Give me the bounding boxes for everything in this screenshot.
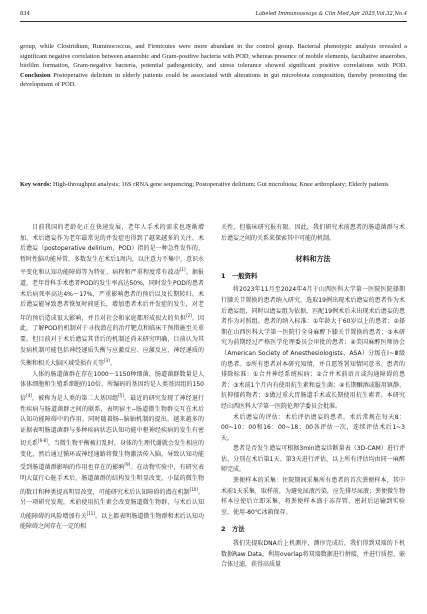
- abstract-text-2: Postoperative delirium in elderly patients could be associated with alterations in gut microbiota composition, thereby promoting the development of POD.: [20, 71, 407, 89]
- paragraph-methods-4: 粪便样本的采集：住院期间采集所有患者的首次粪便样本，其中术前1天采集，取样前，为避免尿液污染，应先排尽尿液；粪便微生物样本应使后立即采集，将粪便样本盛于冻存管，密封后运输到实验室，使用-80℃冰箱保存。: [221, 477, 405, 516]
- paragraph-intro-end: 关性，但临床研究报有限。因此，我们研究术前患者的肠道菌群与术后谵妄之间的关系来探索其中可能的机制。: [221, 224, 405, 242]
- citation: [6-8]: [38, 438, 48, 444]
- paragraph-methods-5: 我们先提取DNA后上机测序，测序完成后，我们得到双端的下机数据Raw Data，利用overlap将双端数据进行拼接，并进行质控、嵌合体过滤，获得高质量: [221, 540, 405, 569]
- citation: [2]: [186, 312, 192, 318]
- keywords-text: High-throughput analysis; 16S rRNA gene sequencing; Postoperative delirium; Gut microbiota; Knee arthroplasty; Elderly patients: [51, 181, 389, 188]
- conclusion-label: Conclusion: [20, 71, 51, 79]
- section-title: 材料和方法: [295, 255, 331, 264]
- abstract-continuation: [20, 42, 407, 90]
- paragraph-methods-3: 患者是否发生谵妄可根据3min谵妄诊断量表（3D-CAM）进行评估，分别在术后第1天、第3天进行评估，以上所有评估均由同一麻醉师完成。: [221, 445, 405, 474]
- citation: [5]: [118, 392, 124, 398]
- citation: [1]: [179, 267, 186, 273]
- citation: [4]: [26, 392, 32, 398]
- page-header: [20, 10, 407, 22]
- paragraph-intro-2: 人体的肠道菌群在存在1000～1150种细菌，肠道菌群数量是人体体细胞和生殖系细胞的10倍，所编码的基因约是人类基因组的150倍[4]，被称为是人类的第二大基因组[5]。最近的研究发现了神经退行性疾病与肠道菌群之间的联系，表明宿主--肠道微生物群交互在术后认知功能障碍中的作用。同时随着肠--脑轴机制的提出，越来越多的证据表明肠道菌群与多种疾病状态认知功能中枢神经疾病的发生有密切关系[6-8]。当微生物平衡被打乱时，身体的生理代谢就会发生相应的变化，然后通过循环或神经通路将微生物激活传入脑，导致认知功能受到肠道菌群影响的作用也存在的影响[9]。在动物实验中，有研究表明大鼠行心脏手术后，肠道菌群的结构发生明显改变，小鼠的微生物的数目和种类提高明显改变，可能研究术后认知障碍的潜在机制[10]。另一项研究发现，术前使用抗生素会改变肠道微生物群，与术后认知功能障碍的风险增加有关[11]。以上都表明肠道微生物群和术后认知功能障碍之间存在一定的相: [20, 370, 204, 531]
- keywords: [20, 180, 407, 190]
- page-number: 834: [20, 11, 30, 17]
- citation: [9]: [124, 462, 131, 468]
- subsection-general: 1 一般资料: [221, 271, 258, 280]
- left-column: [20, 223, 204, 533]
- citation: [10]: [189, 486, 198, 492]
- subsection-methods: 2 方法: [221, 525, 245, 534]
- paragraph-methods-1: 将2023年11月至2024年4月于山西医科大学第一医院医院择期行膝关节置换的患者纳入研究，选取19例出现术后谵妄的患者作为术后谵妄组，同时以谵妄组为依据，匹配19例术后未出现术后谵妄的患者作为对照组。患者的纳入标准：①年龄大于60岁以上的患者；②择期在山西医科大学第一医院行全身麻醉下膝关节置换的患者；③本研究为前期经过严格医学伦理委员会审批的患者；④美国麻醉医师协会（American Society of Anesthesiologists，ASA）分级在Ⅰ~Ⅲ级的患者。⑤所有患者对本研究知情，并自愿签署知情同意书。患者的排除标准：①合并神经系统疾病；②合并术前语言或沟通障碍的患者；③术前1个月内有使用抗生素和益生菌；④长期酗酒或服用镇静、抗抑郁药物者；⑤做过重大胃肠道手术或长期使用抗生素者。本研究经山西医科大学第一医院伦理学委员会批准。: [221, 286, 405, 410]
- journal-citation: Labeled Immunoassays & Clin Med,Apr 2025,Vol.32,No.4: [255, 11, 407, 17]
- abstract-text-1: group, while Clostridium, Ruminococcus, and Firmicutes were more abundant in the control group. Bacterial phenotypic analysis revealed a significant negative correlation between anaerobic and Gram-positive bacteria with POD, whereas presence of mobile elements, facultative anaerobes, biofilm formation, Gram-negative bacteria, potential pathogenicity, and stress tolerance showed significant positive correlations with POD.: [20, 43, 407, 70]
- paragraph-methods-2: 术后谵妄的评估：术后评估谵妄的患者，术后常规在每天8：00~10：00和16：00~18：00各评估一次，连续评估术后1~3天。: [221, 413, 405, 442]
- citation: [11]: [86, 510, 95, 516]
- citation: [3]: [104, 358, 110, 364]
- right-column: [221, 223, 405, 571]
- paragraph-intro-1: 目前我国的老龄化正在快速发展，老年人手术的需求也逐渐增加，术后谵妄作为老年最常见的并发症也得到了越来越多的关注。术后谵妄（postoperative delirium，POD）指的是一种急性发作的、暂时性脑功能异常，多数发生在术后1周内，以注意力不集中，意识水平变化和认知功能障碍等为特征，病程和严重程度常有波动[1]。据报道，老年骨科手术患者POD的发生率高达50%，同时发生POD的患者术后病死率高达4%～17%，严重影响患者的预后以及长期转归。术后谵妄能导致患者恢复时间延长，增加患者术后并发症的发生，对老年的预后造成很大影响，并且对社会和家庭都形成很大的负担[2]。因此，了解POD的机制对于寻找潜在的治疗靶点和临床干预措施至关重要。但目前对于术后谵妄其背后的机制还尚未研究明确，目前认为其发病机制可能包括神经递质失衡与应激反应、应激反应、神经递质的失衡和相关大脑区域受损有关等[3]。: [20, 224, 204, 368]
- keywords-label: Key words:: [20, 181, 52, 188]
